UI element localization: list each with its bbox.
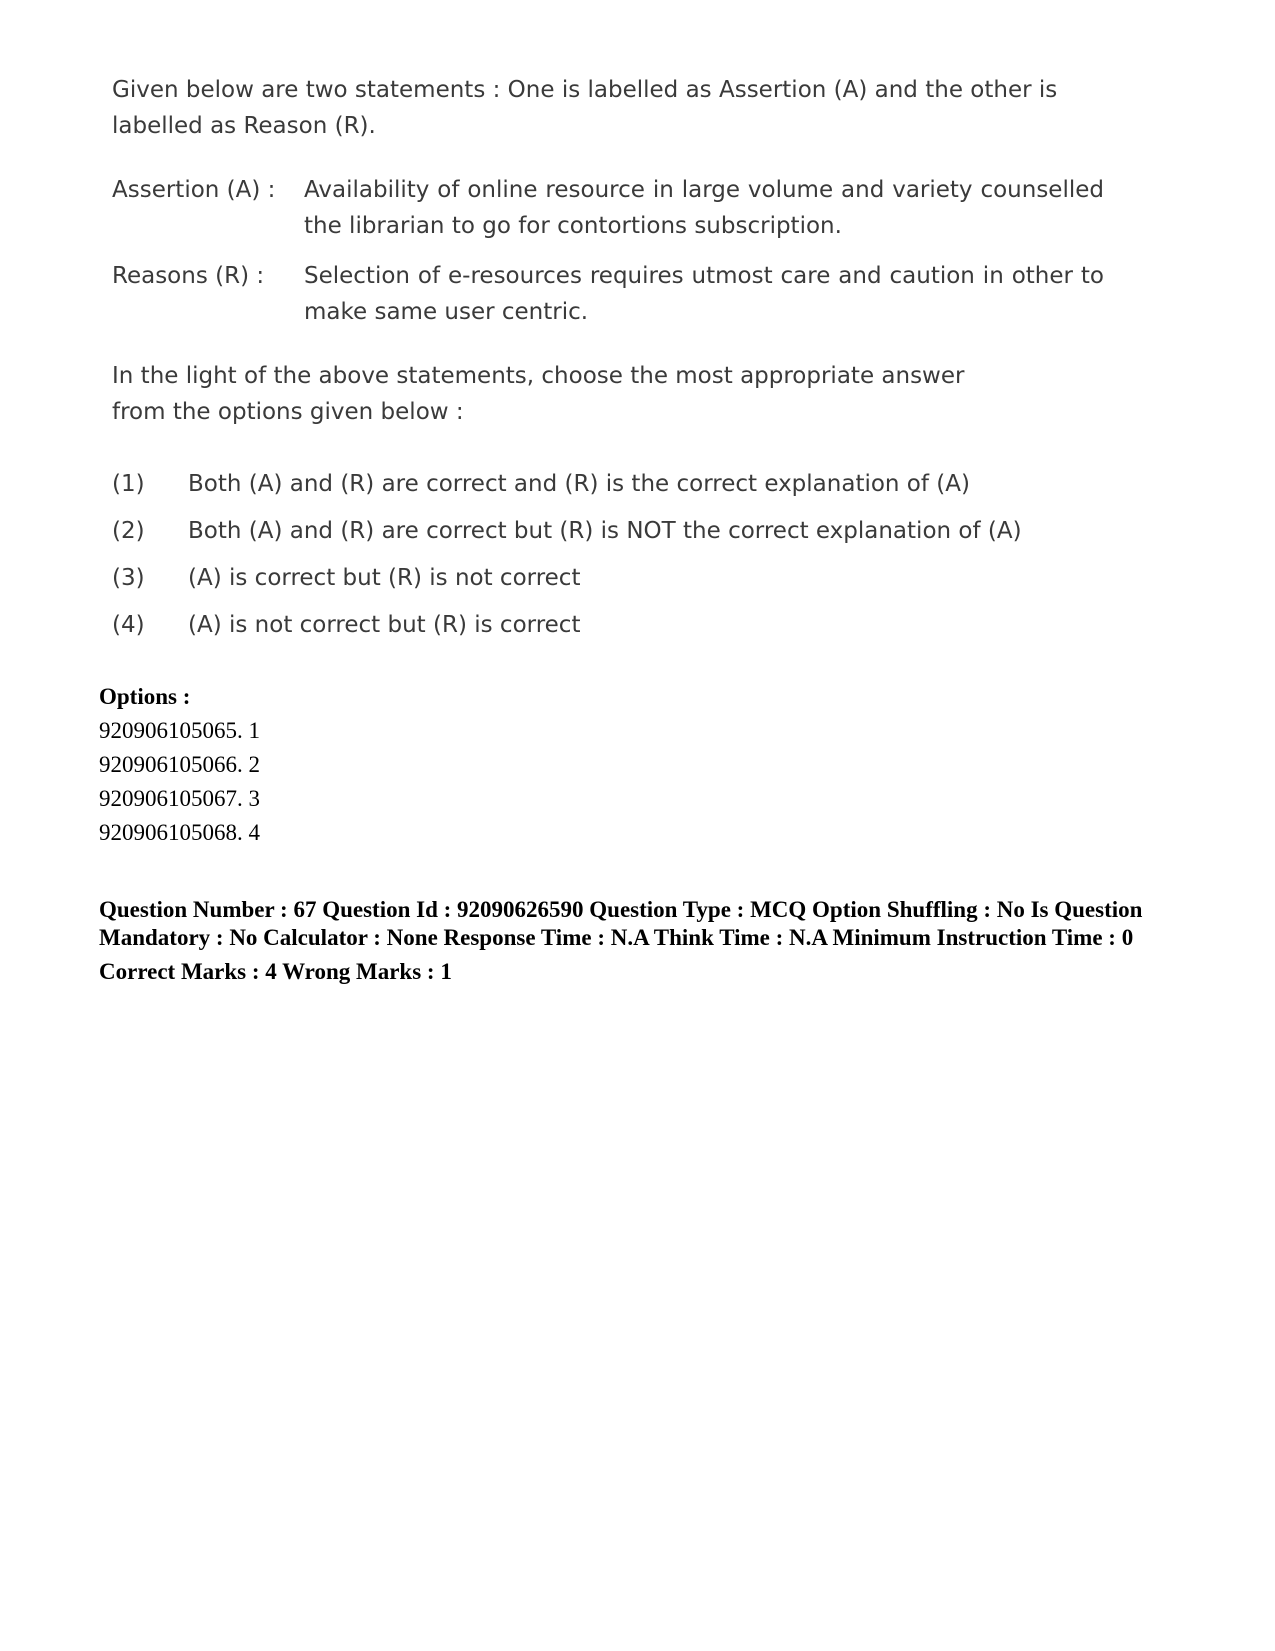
choice-number: (4) xyxy=(112,611,145,638)
choice-list xyxy=(112,460,1112,648)
choice-item xyxy=(112,507,1112,554)
choice-number: (1) xyxy=(112,470,145,497)
choice-text: Both (A) and (R) are correct and (R) is the correct explanation of (A) xyxy=(188,470,970,497)
options-section xyxy=(99,680,260,850)
choice-item xyxy=(112,460,1112,507)
choice-item xyxy=(112,554,1112,601)
option-id-line: 920906105065. 1 xyxy=(99,718,260,743)
assertion-text: Availability of online resource in large volume and variety counselled the librarian to go for contortions subscription. xyxy=(304,177,1104,239)
question-intro: Given below are two statements : One is labelled as Assertion (A) and the other is labelled as Reason (R). xyxy=(112,77,1058,139)
question-instruction: In the light of the above statements, choose the most appropriate answer from the options given below : xyxy=(112,363,965,425)
marks-line: Correct Marks : 4 Wrong Marks : 1 xyxy=(99,959,452,984)
reason-text: Selection of e-resources requires utmost care and caution in other to make same user centric. xyxy=(304,263,1104,325)
choice-number: (3) xyxy=(112,564,145,591)
assertion-label: Assertion (A) : xyxy=(112,177,276,203)
reason-statement xyxy=(112,258,1112,330)
option-id-line: 920906105066. 2 xyxy=(99,752,260,777)
option-id-line: 920906105068. 4 xyxy=(99,820,260,845)
choice-text: (A) is correct but (R) is not correct xyxy=(188,564,581,591)
question-image xyxy=(112,72,1112,648)
choice-item xyxy=(112,601,1112,648)
choice-number: (2) xyxy=(112,517,145,544)
choice-text: (A) is not correct but (R) is correct xyxy=(188,611,581,638)
options-heading: Options : xyxy=(99,684,191,709)
question-meta xyxy=(99,896,1179,986)
choice-text: Both (A) and (R) are correct but (R) is NOT the correct explanation of (A) xyxy=(188,517,1022,544)
option-id-line: 920906105067. 3 xyxy=(99,786,260,811)
question-details: Question Number : 67 Question Id : 92090626590 Question Type : MCQ Option Shuffling : No Is Question Mandatory : No Calculator : None Response Time : N.A Think Time : N.A Minimum Instruction Time : 0 xyxy=(99,897,1143,950)
reason-label: Reasons (R) : xyxy=(112,263,265,289)
assertion-statement xyxy=(112,172,1112,244)
